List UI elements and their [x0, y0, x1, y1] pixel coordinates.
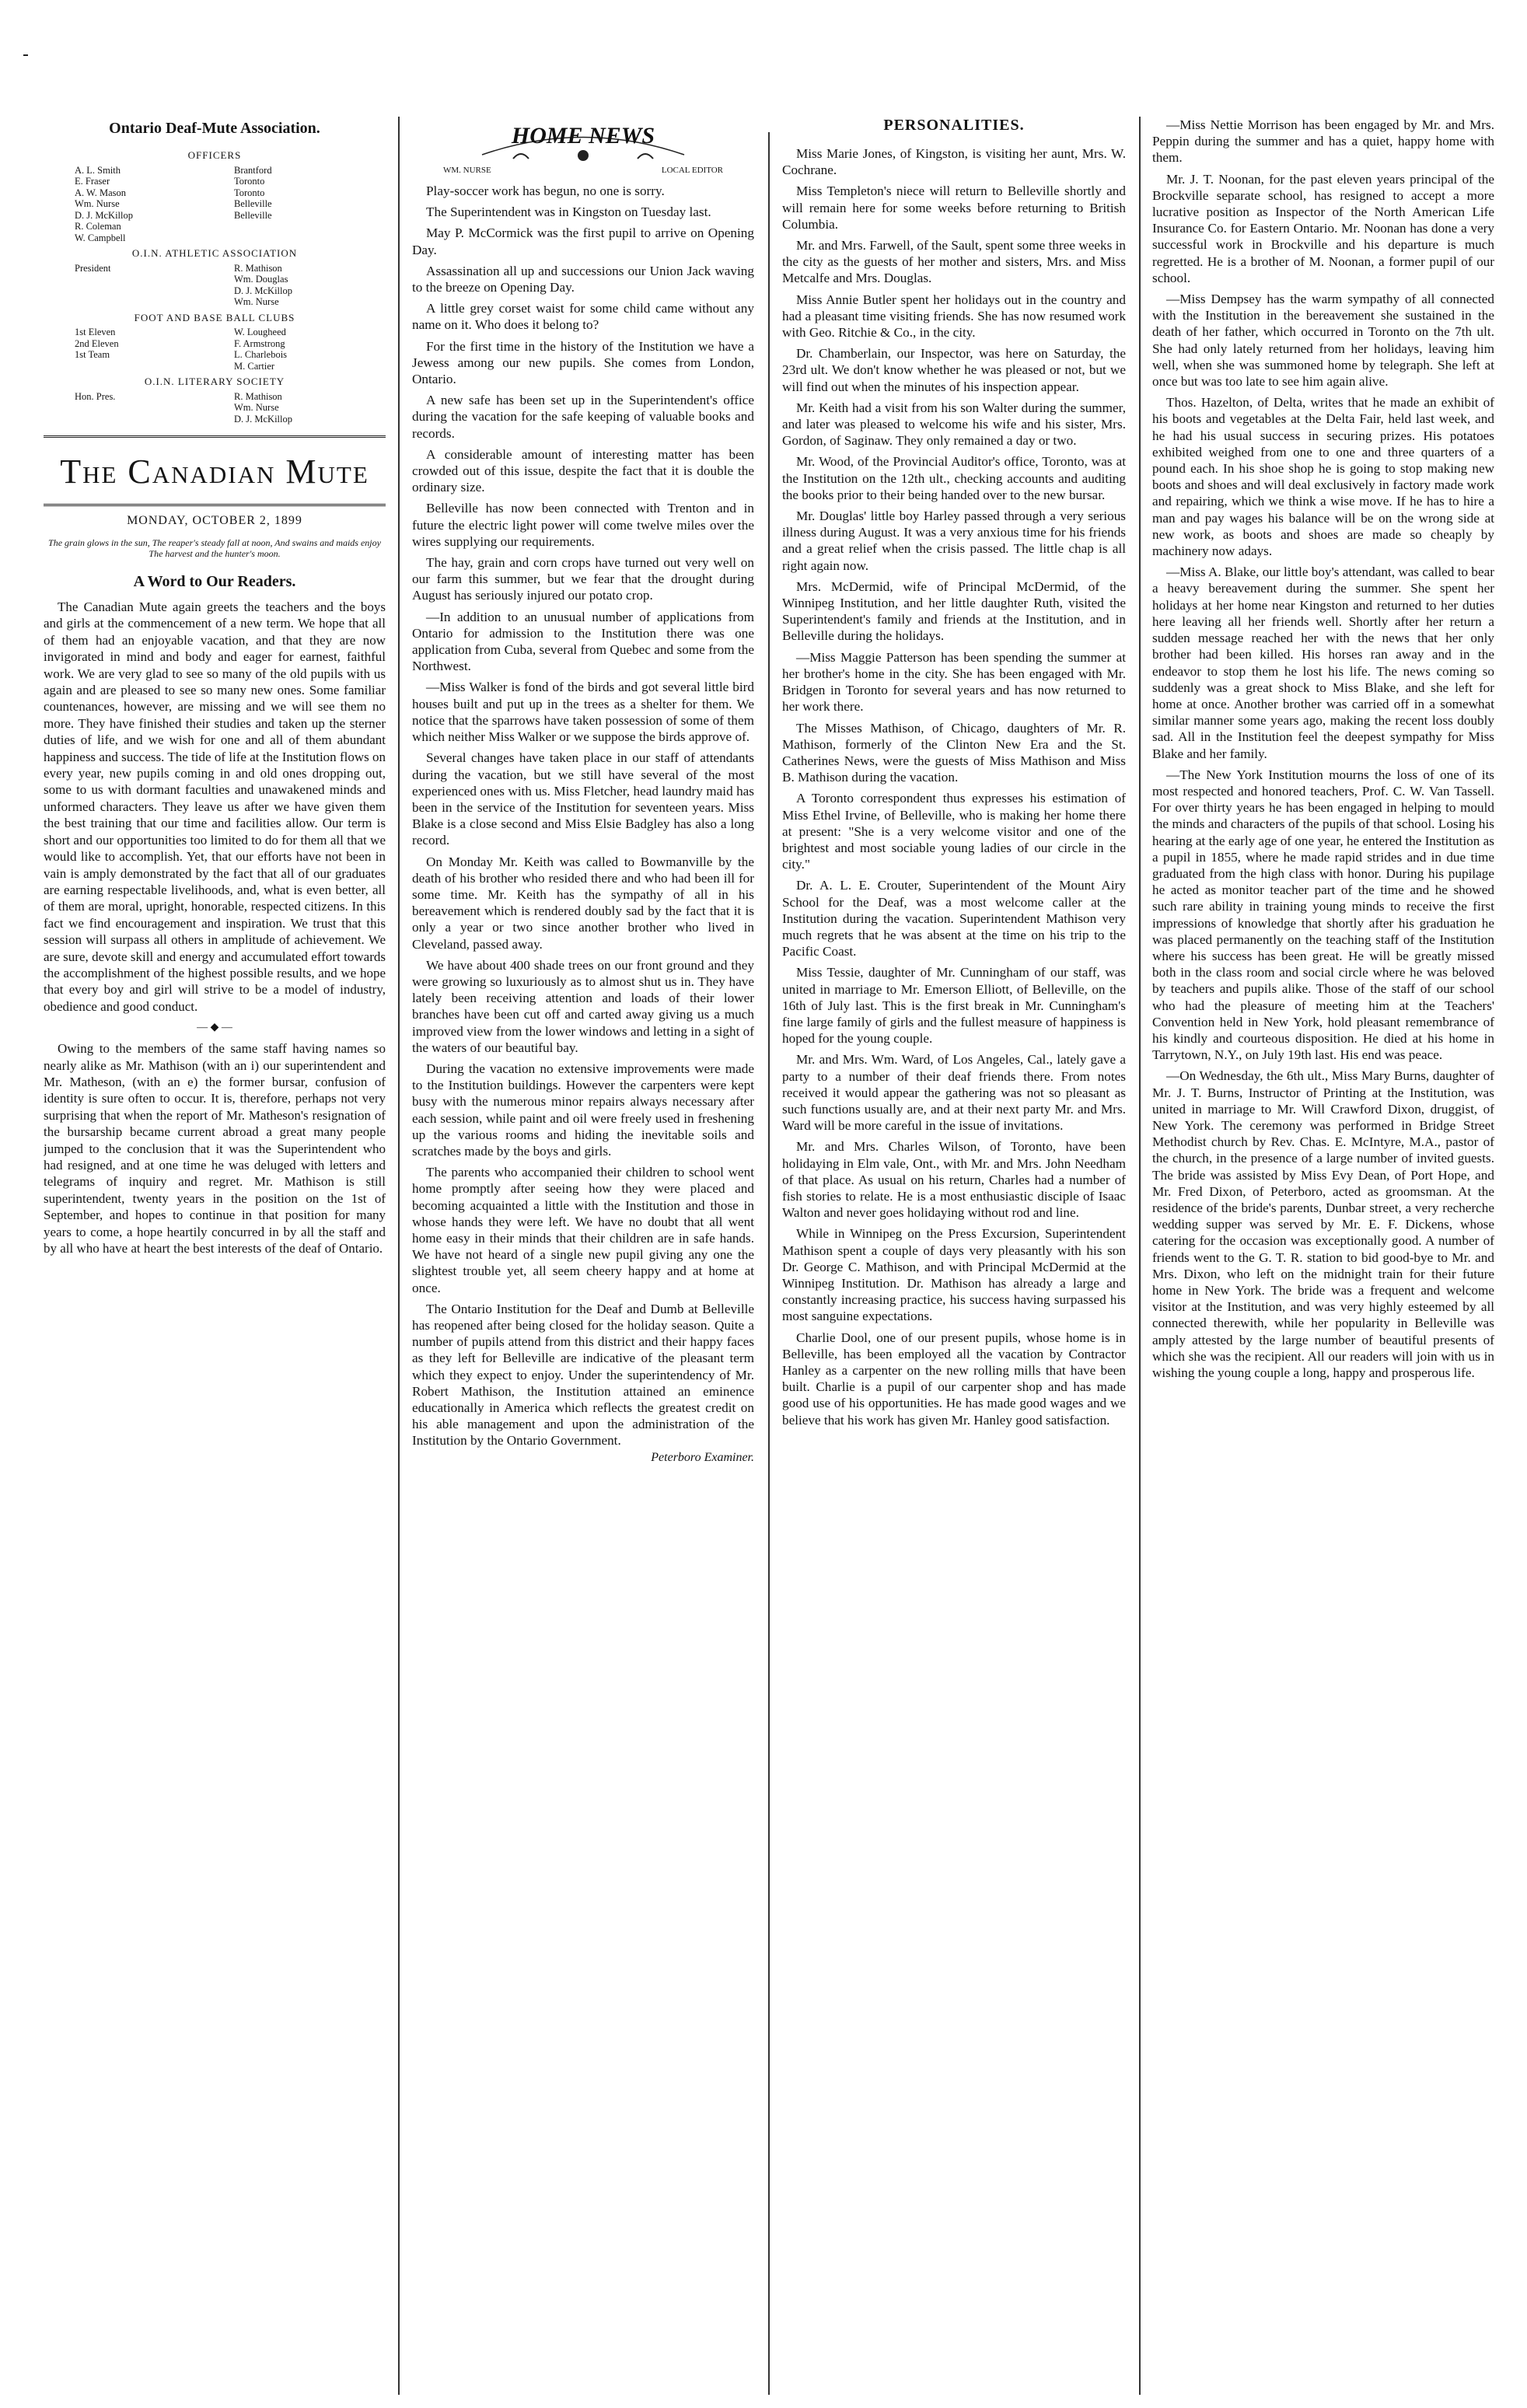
officer-name: A. L. Smith [75, 164, 121, 176]
editorial-heading: A Word to Our Readers. [133, 573, 296, 590]
baseball-title: FOOT AND BASE BALL CLUBS [134, 311, 295, 323]
athletic-role: President [75, 262, 111, 274]
personalities-heading: PERSONALITIES. [883, 117, 1025, 134]
officer-name: D. J. McKillop [75, 209, 133, 221]
personal-paragraph: Mr. Wood, of the Provincial Auditor's office, Toronto, was at the Institution on the 12th ult., checking accounts and auditing the books prior to their being handed over to the new bursar. [782, 454, 1126, 502]
officer-place: Brantford [234, 164, 272, 176]
baseball-captain: F. Armstrong [234, 337, 285, 349]
officer-place: Belleville [234, 209, 272, 221]
literary-title: O.I.N. LITERARY SOCIETY [144, 376, 285, 387]
athletic-role [75, 285, 226, 297]
col4-paragraph: —Miss A. Blake, our little boy's attendant, was called to bear a heavy bereavement during the summer. She spent her holidays at her home near Kingston and returned to her duties here leaving all her friends well. Shortly after her return a sudden message reached her with the news that her only brother had been killed. His horses ran away and in the endeavor to stop them he lost his life. The news coming so suddenly was a great shock to Miss Blake, and she left for home at once. Another brother was carried off in a somewhat similar manner some years ago, making the recent loss doubly sad. All in the Institution feel the deepest sympathy for Miss Blake and her family. [1152, 564, 1494, 761]
personal-paragraph: Miss Marie Jones, of Kingston, is visiting her aunt, Mrs. W. Cochrane. [782, 146, 1126, 178]
home-news-logo [412, 117, 754, 175]
athletic-role [75, 274, 226, 285]
top-rule [23, 54, 28, 56]
column-rule-3 [1139, 117, 1141, 2395]
officer-place: Belleville [234, 198, 272, 209]
col4-paragraph: Mr. J. T. Noonan, for the past eleven years principal of the Brockville separate school, has resigned to accept a more lucrative position as Inspector of the North American Life Insurance Co. for Eastern Ontario. Mr. Noonan has done a very successful work in Brockville and his departure is much regretted. He is a brother of M. Noonan, a former pupil of our school. [1152, 171, 1494, 285]
personal-paragraph: Mr. and Mrs. Charles Wilson, of Toronto, have been holidaying in Elm vale, Ont., with Mr. and Mrs. John Needham of that place. As usual on his return, Charles had a number of fish stories to relate. He is a most enthusiastic disciple of Isaac Walton and never goes holidaying without rod and line. [782, 1139, 1126, 1221]
personal-paragraph: While in Winnipeg on the Press Excursion, Superintendent Mathison spent a couple of days very pleasantly with his son Dr. George C. Mathison, and with Principal McDermid at the Winnipeg Institution. Dr. Mathison has already a large and constantly increasing practice, his success having surpassed his most sanguine expectations. [782, 1226, 1126, 1324]
masthead-title: The Canadian Mute [44, 435, 386, 506]
personal-paragraph: Dr. A. L. E. Crouter, Superintendent of the Mount Airy School for the Deaf, was a most welcome caller at the Institution during the vacation. Superintendent Mathison very much regrets that he was absent at the time on his trip to the Pacific Coast. [782, 878, 1126, 959]
col4-paragraph: —On Wednesday, the 6th ult., Miss Mary Burns, daughter of Mr. J. T. Burns, Instructor of Printing at the Institution, was united in marriage to Mr. Will Crawford Dixon, druggist, of New York. The ceremony was performed in Bridge Street Methodist church by Rev. Chas. E. McIntyre, M.A., pastor of the church, in the presence of a large number of invited guests. The bride was assisted by Miss Evy Dean, of Port Hope, and Mr. Fred Dixon, of Peterboro, acted as groomsman. At the residence of the bride's parents, Dunbar street, a very recherche wedding supper was served by Mr. E. F. Dickens, whose catering for the occasion was exceptionally good. A number of friends went to the G. T. R. station to bid good-bye to Mr. and Mrs. Dixon, who left on the midnight train for their future home in New York. The bride was a frequent and welcome visitor at the Institution, and was very highly esteemed by all connected therewith, while her popularity in Belleville was amply attested by the large number of beautiful presents of which she was the recipient. All our readers will join with us in wishing the young couple a long, happy and prosperous life. [1152, 1068, 1494, 1381]
news-paragraph: Assassination all up and successions our Union Jack waving to the breeze on Opening Day. [412, 263, 754, 295]
logo-right-text: LOCAL EDITOR [661, 166, 723, 175]
column-1 [44, 117, 386, 1261]
personal-paragraph: Mr. Douglas' little boy Harley passed through a very serious illness during August. It was a very anxious time for his friends and a great relief when the crisis passed. The little chap is all right again now. [782, 509, 1126, 573]
baseball-captain: W. Lougheed [234, 327, 286, 337]
officer-name: R. Coleman [75, 221, 121, 232]
personal-paragraph: A Toronto correspondent thus expresses his estimation of Miss Ethel Irvine, of Belleville, who is making her home there at present: "She is a very welcome visitor and one of the brightest and most sociable young ladies of our circle in the city." [782, 791, 1126, 872]
news-paragraph: The Ontario Institution for the Deaf and Dumb at Belleville has reopened after being closed for the holiday season. Quite a number of pupils attend from this district and their happy faces as they left for Belleville are indicative of the pleasant term which they expect to enjoy. Under the superintendency of Mr. Robert Mathison, the Institution attained an eminence educationally in America which reflects the greatest credit on his able management and upon the administration of the Institution by the Ontario Government. [412, 1301, 754, 1449]
officer-place [234, 221, 386, 232]
personal-paragraph: Charlie Dool, one of our present pupils, whose home is in Belleville, has been employed all the vacation by Contractor Hanley as a carpenter on the new rolling mills that have been built. Charlie is a pupil of our carpenter shop and has made good use of his opportunities. He has made good wages and we believe that his work has given Mr. Hanley good satisfaction. [782, 1330, 1126, 1428]
news-paragraph: The parents who accompanied their children to school went home promptly after seeing how they were placed and becoming acquainted a little with the Institution and those in whose hands they were left. We have no doubt that all went home easy in their minds that their children are in safe hands. We have not heard of a single new pupil giving any one the slightest trouble yet, all seem cheery happy and at home at once. [412, 1165, 754, 1295]
literary-role: Hon. Pres. [75, 390, 116, 402]
news-paragraph: —In addition to an unusual number of applications from Ontario for admission to the Institution there was one application from Cuba, several from Quebec and some from the Northwest. [412, 609, 754, 674]
logo-subline [412, 166, 754, 175]
personal-paragraph: Miss Templeton's niece will return to Belleville shortly and will remain here for some weeks before returning to British Columbia. [782, 183, 1126, 232]
personal-paragraph: Miss Annie Butler spent her holidays out in the country and had a pleasant time visiting friends. She has now resumed work with Geo. Ritchie & Co., in the city. [782, 292, 1126, 341]
col4-paragraph: —The New York Institution mourns the loss of one of its most respected and honored teachers, Prof. C. W. Van Tassell. For over thirty years he has been engaged in helping to mould the minds and characters of the pupils of that school. Losing his hearing at the early age of one year, he entered the Institution as a pupil in 1855, where he made rapid strides and in due time graduated from the high class with honor. During his pupilage he acted as monitor teacher part of the time and he showed such rare ability in training young minds to receive the first impressions of knowledge that shortly after his graduation he was placed permanently on the teaching staff of the Institution where his success has been great. He will be greatly missed both in the class room and social circle where he was beloved by teachers and pupils alike. Those of the staff of our school who had the pleasure of meeting him at the Teachers' Convention held in New York, hold pleasant remembrance of his kindly and courteous disposition. He died at his home in Tarrytown, N.Y., on July 19th last. His end was peace. [1152, 767, 1494, 1063]
news-paragraph: For the first time in the history of the Institution we have a Jewess among our new pupils. She comes from London, Ontario. [412, 338, 754, 387]
news-signature: Peterboro Examiner. [651, 1450, 754, 1464]
personal-paragraph: The Misses Mathison, of Chicago, daughters of Mr. R. Mathison, formerly of the Clinton New Era and the St. Catherines News, were the guests of Miss Mathison and Miss B. Mathison during the vacation. [782, 720, 1126, 785]
column-rule-1 [398, 117, 400, 2395]
officer-name: Wm. Nurse [75, 198, 120, 209]
column-2 [412, 117, 754, 1465]
news-paragraph: —Miss Walker is fond of the birds and got several little bird houses built and put up in the trees as a shelter for them. We notice that the sparrows have taken possession of some of them which neither Miss Walker or we suppose the birds approve of. [412, 680, 754, 745]
personal-paragraph: Mr. and Mrs. Farwell, of the Sault, spent some three weeks in the city as the guests of her mother and sisters, Mrs. and Miss Metcalfe and Mrs. Douglas. [782, 238, 1126, 286]
officer-name: A. W. Mason [75, 187, 126, 198]
personal-paragraph: —Miss Maggie Patterson has been spending the summer at her brother's home in the city. She has been engaged with Mr. Bridgen in Toronto for several years and has now returned to her work there. [782, 649, 1126, 715]
officers-title: OFFICERS [187, 149, 242, 161]
personal-paragraph: Mrs. McDermid, wife of Principal McDermid, of the Winnipeg Institution, and her little daughter Ruth, visited the Superintendent's family and friends at the Institution, and in Belleville during the holidays. [782, 578, 1126, 644]
baseball-team: 2nd Eleven [75, 337, 119, 349]
news-paragraph: May P. McCormick was the first pupil to arrive on Opening Day. [412, 225, 754, 257]
athletic-name: Wm. Douglas [234, 274, 288, 285]
logo-text: HOME NEWS [511, 123, 655, 149]
news-paragraph: Belleville has now been connected with Trenton and in future the electric light power will come twelve miles over the wires supplying our requirements. [412, 501, 754, 549]
baseball-captain: M. Cartier [234, 360, 275, 372]
news-paragraph: Several changes have taken place in our staff of attendants during the vacation, but we still have several of the most experienced ones with us. Miss Fletcher, head laundry maid has been in the service of the Institution for seventeen years. Miss Blake is a close second and Miss Elsie Badgley has also a long record. [412, 750, 754, 848]
athletic-title: O.I.N. ATHLETIC ASSOCIATION [131, 247, 298, 259]
personal-paragraph: Mr. and Mrs. Wm. Ward, of Los Angeles, Cal., lately gave a party to a number of their deaf friends there. From notes received it would appear the gathering was not so pleasant as such functions usually are, and at their next party Mr. and Mrs. Ward will be more careful in the issue of invitations. [782, 1052, 1126, 1134]
officers-list [75, 145, 386, 425]
literary-name: Wm. Nurse [234, 402, 279, 413]
personal-paragraph: Mr. Keith had a visit from his son Walter during the summer, and later was pleased to welcome his wife and his sister, Mrs. Gordon, of Saginaw. They only remained a day or two. [782, 400, 1126, 449]
dateline: MONDAY, OCTOBER 2, 1899 [127, 514, 302, 527]
baseball-team: 1st Team [75, 349, 110, 360]
literary-role [75, 402, 226, 414]
association-heading: Ontario Deaf-Mute Association. [109, 120, 320, 137]
home-news-logo-icon [466, 117, 700, 166]
news-paragraph: Play-soccer work has begun, no one is sorry. [426, 183, 665, 198]
athletic-role [75, 296, 226, 308]
officer-place [234, 232, 386, 244]
athletic-name: R. Mathison [234, 262, 282, 274]
officer-place: Toronto [234, 176, 265, 187]
news-paragraph: A considerable amount of interesting matter has been crowded out of this issue, despite the fact that it is double the ordinary size. [412, 446, 754, 495]
column-4 [1152, 117, 1494, 1386]
personal-paragraph: Dr. Chamberlain, our Inspector, was here on Saturday, the 23rd ult. We don't know whether he was pleased or not, but we will find out when the minutes of his inspection appear. [782, 346, 1126, 394]
baseball-team [75, 361, 226, 372]
separator-ornament: — ◆ — [197, 1022, 232, 1034]
officer-name: E. Fraser [75, 176, 110, 187]
masthead-poem: The grain glows in the sun, The reaper's steady fall at noon, And swains and maids enjoy The harvest and the hunter's moon. [48, 537, 381, 559]
col4-paragraph: Thos. Hazelton, of Delta, writes that he made an exhibit of his boots and vegetables at the Delta Fair, held last week, and he had his usual success in securing prizes. His potatoes exhibited weighed from one to one and three quarters of a pound each. In his shoe shop he is going to stop making new boots and shoes and will deal exclusively in factory made work and repairing, which we think a wise move. If he has to hire a man and pay wages his balance will be on the wrong side at new work, as boots and shoes are made so cheaply by machinery now adays. [1152, 395, 1494, 559]
col4-paragraph: —Miss Nettie Morrison has been engaged by Mr. and Mrs. Peppin during the summer and has a quiet, happy home with them. [1152, 117, 1494, 166]
news-paragraph: A new safe has been set up in the Superintendent's office during the vacation for the safe keeping of valuable books and records. [412, 393, 754, 441]
athletic-name: Wm. Nurse [234, 296, 279, 307]
news-paragraph: On Monday Mr. Keith was called to Bowmanville by the death of his brother who resided there and who had been ill for some time. Mr. Keith has the sympathy of all in his bereavement which is rendered doubly sad by the fact that it is only a year or two since another brother who lived in Cleveland, passed away. [412, 854, 754, 952]
news-paragraph: The Superintendent was in Kingston on Tuesday last. [426, 204, 711, 220]
editorial-paragraph: The Canadian Mute again greets the teachers and the boys and girls at the commencement of a new term. We hope that all of them had an enjoyable vacation, and that they are now invigorated in mind and body and eager for earnest, faithful work. We are very glad to see so many of the old pupils with us again and are pleased to see so many new ones. Some familiar countenances, however, are missing and we will see them no more. They have finished their studies and taken up the sterner duties of life, and we wish for one and all of them abundant happiness and success. The tide of life at the Institution flows on every year, new pupils coming in and old ones dropping out, some to us with dormant faculties and unawakened minds and unformed characters. They leave us after we have given them the best training that our time and facilities allow. Our term is short and our opportunities too limited to do for them all that we would like to accomplish. Yet, that our efforts have not been in vain is amply demonstrated by the fact that all of our graduates are earning respectable livelihoods, and, what is even better, all of them are moral, upright, honorable, respected citizens. In this fact we find encouragement and inspiration. We trust that this session will surpass all others in amplitude of achievement. We are sure, devote skill and energy and accumulated effort towards the accomplishment of the highest possible results, and we hope that every boy and girl will strive to be a model of industry, obedience and good conduct. [44, 599, 386, 1014]
logo-left-text: WM. NURSE [443, 166, 491, 175]
editorial-paragraph: Owing to the members of the same staff having names so nearly alike as Mr. Mathison (with an i) our superintendent and Mr. Matheson, (with an e) the former bursar, confusion of identity is sure often to occur. It is, therefore, perhaps not very surprising that when the report of Mr. Matheson's resignation of the bursarship became current abroad a great many people jumped to the conclusion that it was the Superintendent who had resigned, and at one time he was deluged with letters and telegrams of inquiry and regret. Mr. Mathison is still superintendent, twenty years in the position on the 1st of September, and hopes to continue in that position for many years to come, a hope heartily concurred in by all the staff and by all who have at heart the best interests of the deaf of Ontario. [44, 1041, 386, 1256]
column-3 [782, 117, 1126, 1433]
officer-name: W. Campbell [75, 232, 126, 243]
baseball-team: 1st Eleven [75, 327, 116, 337]
literary-name: R. Mathison [234, 390, 282, 402]
athletic-name: D. J. McKillop [234, 285, 292, 296]
news-paragraph: During the vacation no extensive improvements were made to the Institution buildings. However the carpenters were kept busy with the numerous minor repairs always necessary after each session, while paint and oil were freely used in freshening up the various rooms and hiding the inevitable soils and scratches made by the boys and girls. [412, 1061, 754, 1159]
news-paragraph: A little grey corset waist for some child came without any name on it. Who does it belong to? [412, 301, 754, 333]
officer-place: Toronto [234, 187, 265, 198]
personal-paragraph: Miss Tessie, daughter of Mr. Cunningham of our staff, was united in marriage to Mr. Emerson Elliott, of Belleville, on the 16th of July last. This is the first break in Mr. Cunningham's fine large family of girls and the fullest measure of happiness is hoped for the young couple. [782, 965, 1126, 1047]
literary-role [75, 414, 226, 425]
baseball-captain: L. Charlebois [234, 349, 288, 360]
literary-name: D. J. McKillop [234, 413, 292, 425]
news-paragraph: We have about 400 shade trees on our front ground and they were growing so luxuriously as to almost shut us in. They have lately been receiving attention and loads of their lower branches have been cut off and carted away giving us a much improved view from the lower windows and letting in a sight of the waters of our beautiful bay. [412, 957, 754, 1055]
col4-paragraph: —Miss Dempsey has the warm sympathy of all connected with the Institution in the bereavement she sustained in the death of her father, which occurred in Toronto on the 7th ult. She had only lately returned from her holidays, leaving him well, when she was summoned home by telegraph. She left at once but was too late to see him again alive. [1152, 292, 1494, 390]
column-rule-2 [768, 132, 770, 2395]
news-paragraph: The hay, grain and corn crops have turned out very well on our farm this summer, but we fear that the drought during August has seriously injured our potato crop. [412, 555, 754, 603]
